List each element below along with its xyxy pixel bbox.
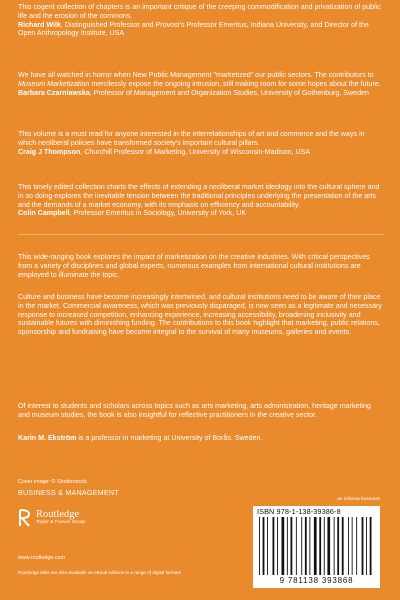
- isbn-text: ISBN 978-1-138-39386-8: [257, 507, 341, 516]
- endorsement-quote: This cogent collection of chapters is an important critique of the creeping commodification and privatization of public life and the erosion of the commons.: [18, 3, 381, 20]
- subject-category: BUSINESS & MANAGEMENT: [18, 488, 119, 497]
- endorser-name: Richard Wilk: [18, 20, 61, 29]
- cover-image-credit: Cover image: © Shutterstock: [18, 479, 87, 485]
- endorsement-quote: This timely edited collection charts the effects of extending a neoliberal market ideology into the cultural sphere and in so doing explores the inevitable tension between the traditional principles underlying the presentation of the arts and the demands of a market economy, with its emphasis on efficiency and accountability.: [18, 183, 380, 209]
- editor-name: Karin M. Ekström: [18, 434, 77, 443]
- publisher-group: Taylor & Francis Group: [36, 520, 86, 525]
- endorsement-2: [18, 71, 384, 97]
- barcode-digits: 9 781138 393868: [279, 576, 354, 585]
- endorser-affiliation: , Professor Emeritus in Sociology, University of York, UK: [69, 209, 247, 218]
- endorser-affiliation: , Churchill Professor of Marketing, University of Wisconsin-Madison, USA: [80, 147, 311, 156]
- publisher-logo: [18, 509, 85, 527]
- ebook-note: Routledge titles are also available as eBook editions in a range of digital formats: [18, 570, 181, 575]
- divider: [18, 234, 384, 235]
- book-title-italic: Museum Marketization: [18, 79, 90, 88]
- endorser-affiliation: , Professor of Management and Organization Studies, University of Gothenburg, Sweden: [89, 88, 369, 97]
- endorser-name: Barbara Czarniawska: [18, 88, 90, 97]
- barcode-icon: [257, 517, 376, 577]
- endorsement-4: [18, 183, 384, 218]
- endorsement-1: [18, 3, 384, 38]
- publisher-url: www.routledge.com: [18, 555, 66, 561]
- barcode-panel: [253, 506, 380, 588]
- informa-tagline: an informa business: [337, 497, 380, 502]
- routledge-logo-icon: [18, 509, 32, 527]
- endorsement-3: [18, 130, 384, 156]
- editor-bio: Karin M. Ekström is a professor in marketing at University of Borås, Sweden.: [18, 434, 263, 443]
- publisher-name: Routledge: [36, 509, 80, 520]
- endorser-name: Colin Campbell: [18, 209, 70, 218]
- endorsement-quote: This volume is a must read for anyone interested in the interrelationships of art and commerce and the ways in which neoliberal policies have transformed society's important cultural pillars.: [18, 130, 365, 147]
- endorsement-quote: We have all watched in horror when New Public Management "marketized" our public sectors. The contributors to Museum Marketization mercilessly expose the ongoing intrusion, still making room for some hopes about the future.: [18, 71, 381, 88]
- endorser-affiliation: , Distinguished Professor and Provost's Professor Emeritus, Indiana University, and Director of the Open Anthropology Institute, USA: [18, 20, 369, 38]
- description-paragraph-2: Culture and business have become increasingly intertwined, and cultural institutions need to be aware of their place in the market. Commercial awareness, which was previously disparaged, is now seen as a legitimate and necessary response to increased competition, enhancing experience, increasing accessibility, broadening inclusivity and sustainable futures with diminishing funding. The contributions to this book highlight that marketing, public relations, sponsorship and fundraising have become integral to the survival of many museums, galleries and events.: [18, 293, 382, 337]
- description-paragraph-1: This wide-ranging book explores the impact of marketization on the creative industries. With critical perspectives from a variety of disciplines and global experts, numerous examples from international cultural institutions are employed to illuminate the topic.: [18, 253, 370, 279]
- endorser-name: Craig J Thompson: [18, 147, 81, 156]
- description-paragraph-3: Of interest to students and scholars across topics such as arts marketing, arts administration, heritage marketing and museum studies, the book is also insightful for reflective practitioners in the creative sector.: [18, 402, 371, 419]
